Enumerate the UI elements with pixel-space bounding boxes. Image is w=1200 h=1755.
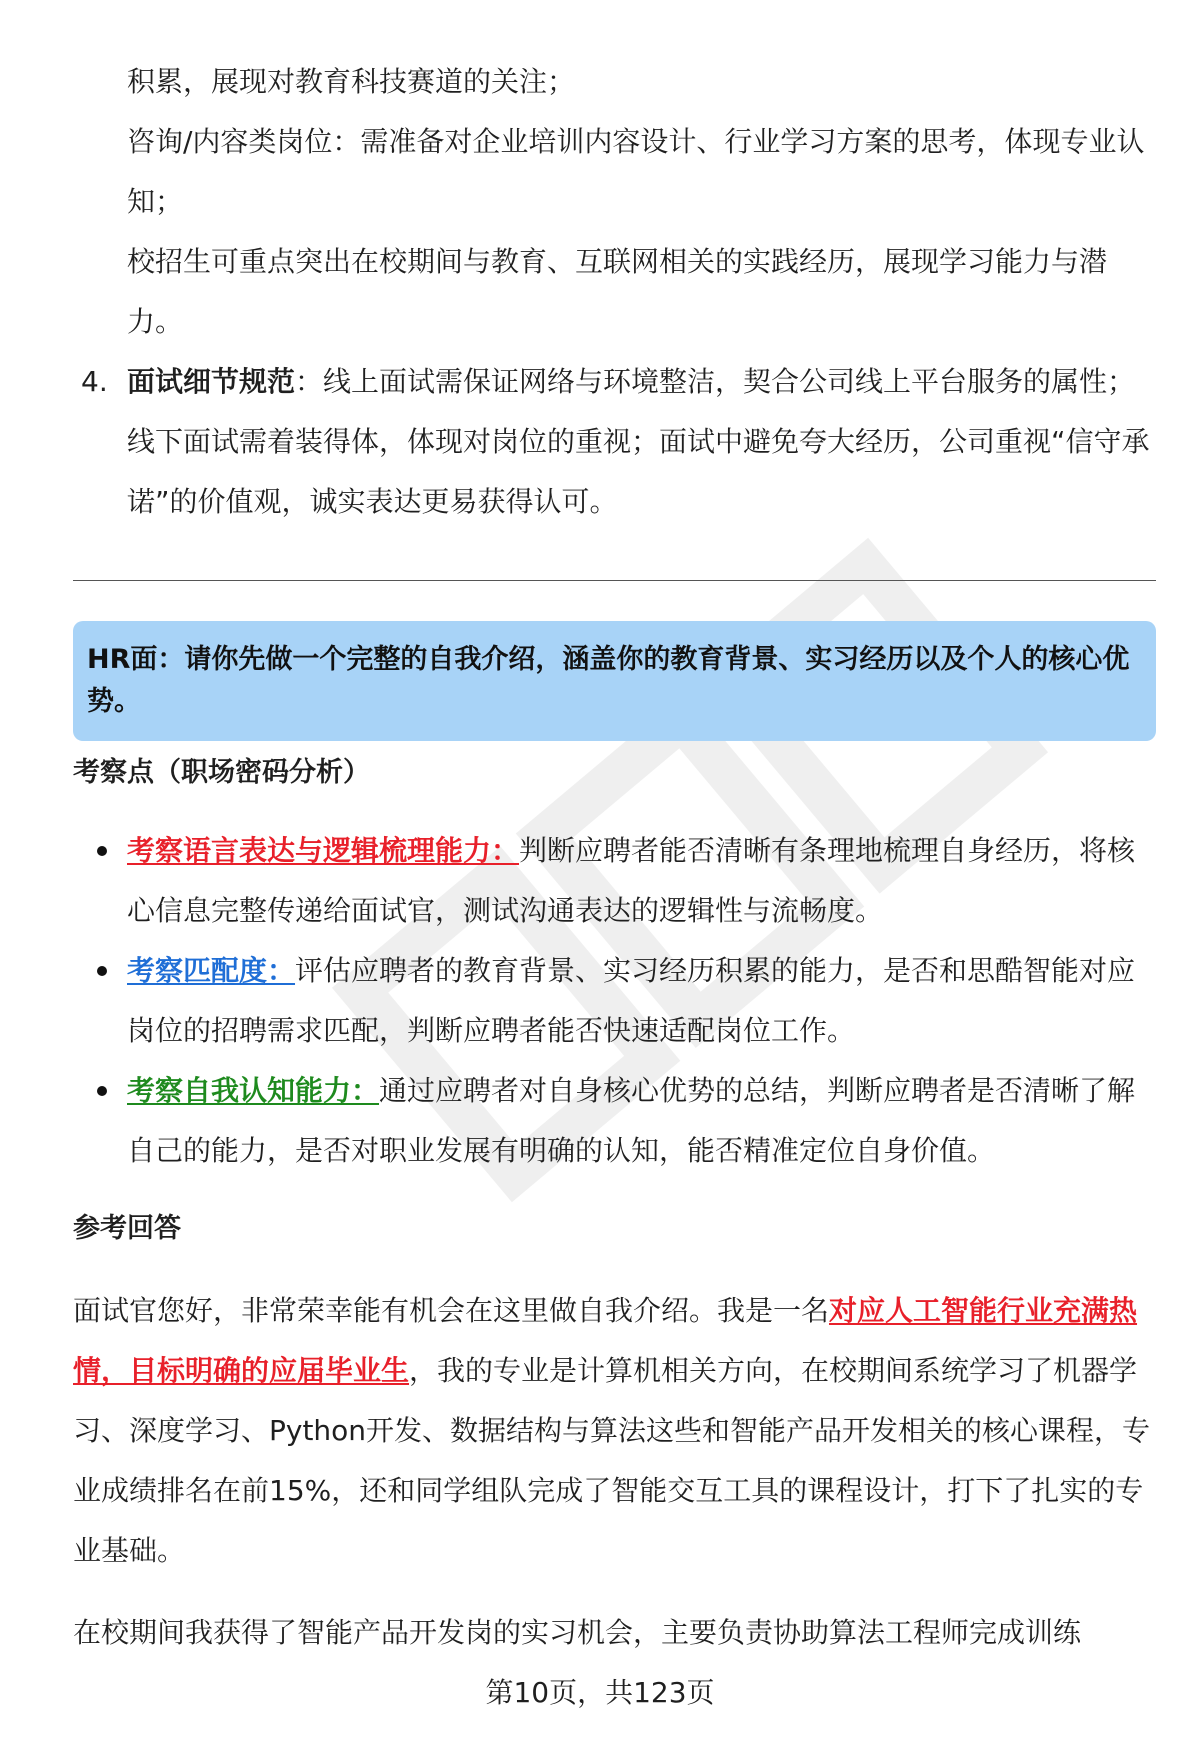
question-box: HR面：请你先做一个完整的自我介绍，涵盖你的教育背景、实习经历以及个人的核心优势。 [73,621,1156,741]
exam-point [73,941,1156,1061]
answer-heading: 参考回答 [73,1213,181,1244]
answer-paragraph: 在校期间我获得了智能产品开发岗的实习机会，主要负责协助算法工程师完成训练 [73,1616,1082,1649]
exam-heading: 考察点（职场密码分析） [73,757,370,788]
answer-text: ，我的专业是计算机相关方向，在校期间系统学习了机器学习、深度学习、Python开发、数据结构与算法这些和智能产品开发相关的核心课程，专业成绩排名在前15%，还和同学组队完成了智能交互工具的课程设计，打下了扎实的专业基础。 [73,1354,1151,1567]
exam-point-text: 评估应聘者的教育背景、实习经历积累的能力，是否和思酷智能对应岗位的招聘需求匹配，判断应聘者能否快速适配岗位工作。 [127,954,1136,1047]
exam-point-label: 考察语言表达与逻辑梳理能力： [127,834,520,867]
text-line: 积累，展现对教育科技赛道的关注； [127,65,576,98]
page-number: 第10页，共123页 [485,1676,715,1709]
section-divider [73,580,1156,581]
exam-point-label: 考察自我认知能力： [127,1074,380,1107]
item-number: 4. [81,365,108,398]
item-text: ：线上面试需保证网络与环境整洁，契合公司线上平台服务的属性；线下面试需着装得体，体现对岗位的重视；面试中避免夸大经历，公司重视“信守承诺”的价值观，诚实表达更易获得认可。 [127,365,1150,518]
exam-point [73,821,1156,941]
bullet-dot [97,846,107,856]
answer-highlight: 对应人工智能行业充满热情，目标明确的应届毕业生 [73,1294,1138,1387]
answer-paragraph [73,1281,1156,1581]
bullet-dot [97,966,107,976]
exam-point-text: 通过应聘者对自身核心优势的总结，判断应聘者是否清晰了解自己的能力，是否对职业发展有明确的认知，能否精准定位自身价值。 [127,1074,1136,1167]
exam-point-text: 判断应聘者能否清晰有条理地梳理自身经历，将核心信息完整传递给面试官，测试沟通表达的逻辑性与流畅度。 [127,834,1136,927]
item-title: 面试细节规范 [127,365,296,398]
text-line: 咨询/内容类岗位：需准备对企业培训内容设计、行业学习方案的思考，体现专业认知； [127,125,1145,218]
answer-text: 面试官您好，非常荣幸能有机会在这里做自我介绍。我是一名 [73,1294,830,1327]
page-content [73,52,1156,1685]
exam-point [73,1061,1156,1181]
numbered-item-4 [73,352,1156,532]
exam-point-label: 考察匹配度： [127,954,296,987]
bullet-dot [97,1086,107,1096]
text-line: 校招生可重点突出在校期间与教育、互联网相关的实践经历，展现学习能力与潜力。 [127,245,1108,338]
